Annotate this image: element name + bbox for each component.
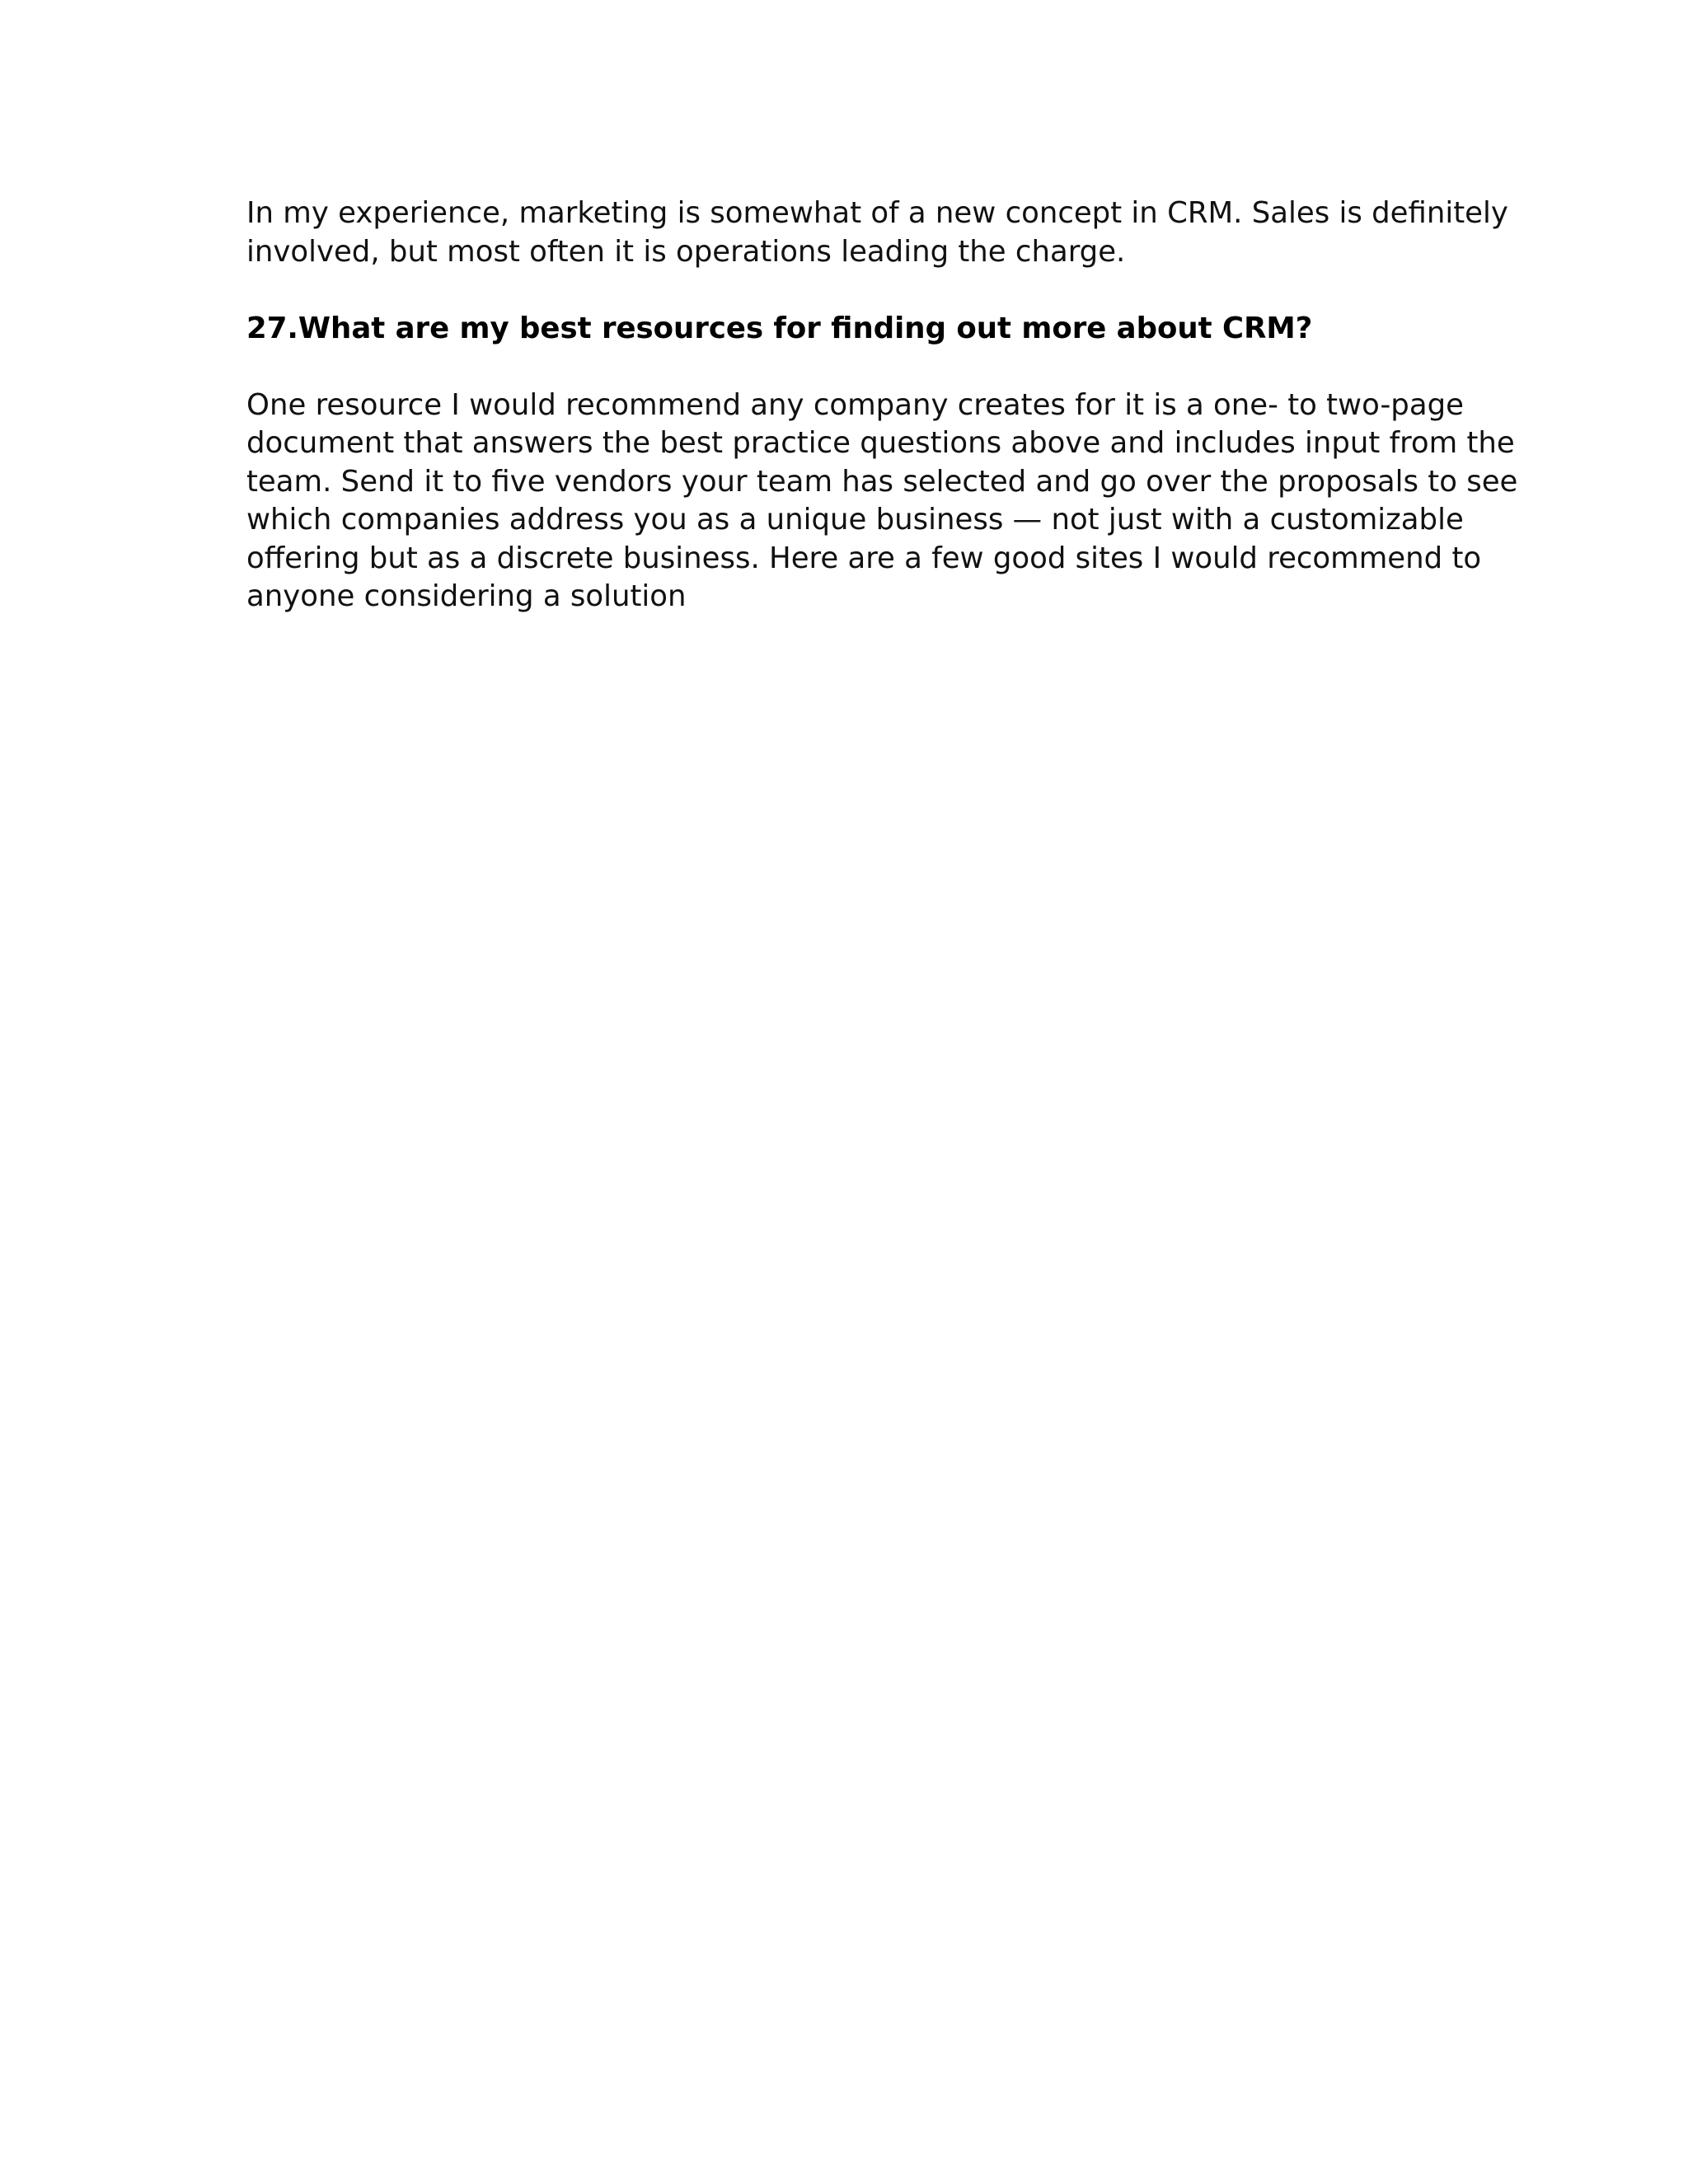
paragraph-line: offering but as a discrete business. Here are a few good sites I would recommend to [246,541,1482,575]
paragraph-line: involved, but most often it is operations leading the charge. [246,234,1126,269]
paragraph-line: team. Send it to five vendors your team has selected and go over the proposals to see [246,464,1518,499]
paragraph-crm-marketing [246,194,1508,271]
document-body [246,194,1518,616]
section-heading: 27.What are my best resources for finding out more about CRM? [246,311,1313,345]
paragraph-line: document that answers the best practice questions above and includes input from the [246,426,1515,460]
paragraph-line: which companies address you as a unique business — not just with a customizable [246,503,1464,537]
paragraph-crm-resources [246,387,1518,616]
paragraph-line: In my experience, marketing is somewhat of a new concept in CRM. Sales is definitely [246,196,1508,230]
paragraph-line: anyone considering a solution [246,579,687,613]
paragraph-line: One resource I would recommend any company creates for it is a one- to two-page [246,387,1464,422]
